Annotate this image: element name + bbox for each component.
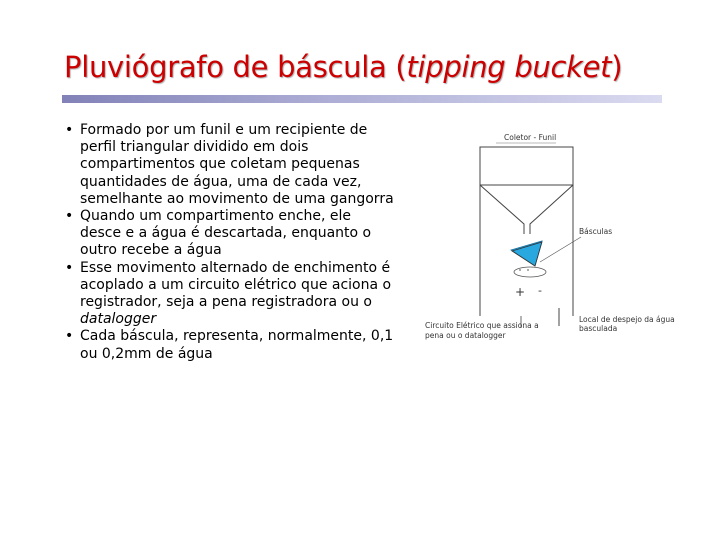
title-underline [62,95,662,103]
tipping-bucket-diagram [393,116,693,361]
bullet-item: • Formado por um funil e um recipiente de perfil triangular dividido em dois compartimentos que coletam pequenas quantidades de água, uma de cada vez, semelhante ao movimento de uma gangorra [60,122,395,208]
bullet-list [60,122,395,363]
collector-funnel [480,147,573,185]
bullet-item: • Cada báscula, representa, normalmente, 0,1 ou 0,2mm de água [60,328,395,362]
title-main: Pluviógrafo de báscula ( [64,50,407,84]
bullet-item: • Esse movimento alternado de enchimento é acoplado a um circuito elétrico que aciona o registrador, seja a pena registradora ou o datalogger [60,260,395,329]
bucket-pivot [514,267,546,277]
drain-label: Local de despejo da água basculada [579,315,675,333]
slide-title [64,50,622,84]
buckets-label: Básculas [579,227,613,236]
plus-label: + [515,285,526,299]
title-italic: tipping bucket [406,50,612,84]
title-end: ) [611,50,623,84]
collector-label: Coletor - Funil [504,133,557,142]
circuit-label: Circuito Elétrico que assiona a pena ou o datalogger [425,321,539,340]
minus-label: - [538,284,542,297]
funnel-cone [480,185,524,234]
bullet-item: • Quando um compartimento enche, ele desce e a água é descartada, enquanto o outro recebe a água [60,208,395,260]
